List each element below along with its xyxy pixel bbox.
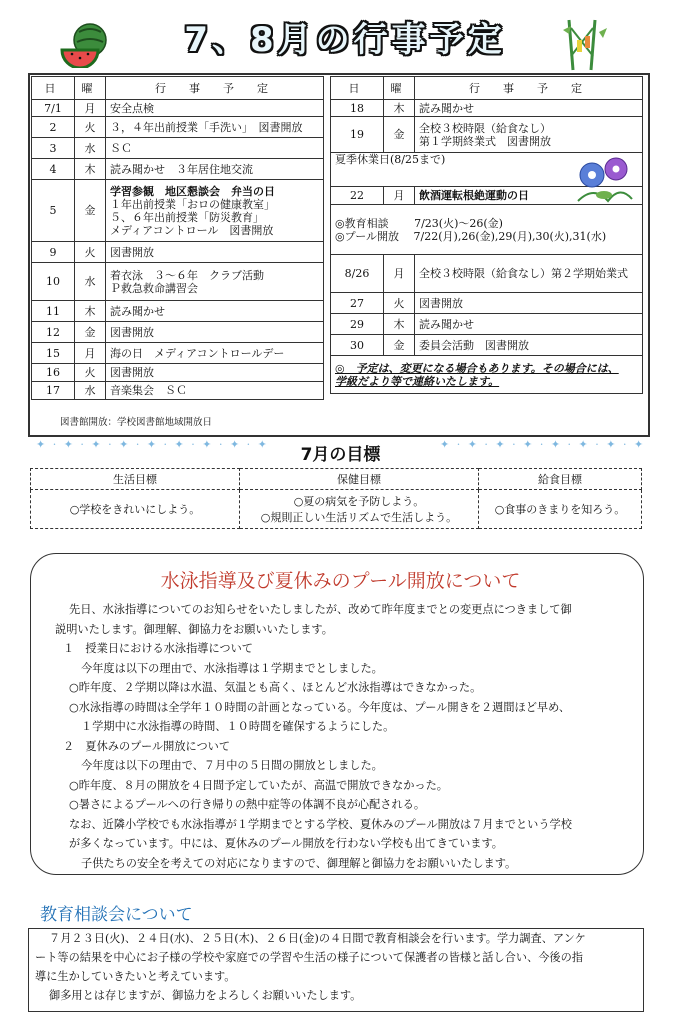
table-row: 16 火 図書開放 [32, 364, 324, 382]
table-row: 3 水 ＳＣ [32, 138, 324, 159]
goals-title: 7月の目標 [300, 445, 381, 465]
goal-header-meal: 給食目標 [479, 469, 642, 490]
goals-table [30, 468, 642, 529]
col-day: 日 [32, 77, 75, 100]
sparkle-decoration: ✦ · ✦ · ✦ · ✦ · ✦ · ✦ · ✦ · ✦ · ✦ [36, 438, 269, 451]
library-note: 図書館開放：学校図書館地域開放日 [60, 417, 213, 428]
schedule-note: ◎ 予定は、変更になる場合もあります。その場合には、 [335, 361, 619, 375]
consult-dates: ◎教育相談 7/23(火)～26(金) [335, 216, 503, 230]
col-weekday: 曜 [75, 77, 106, 100]
table-row: 15 月 海の日 メディアコントロールデー [32, 343, 324, 364]
page-title: 7、8月の行事予定 [184, 20, 506, 60]
col-event: 行 事 予 定 [415, 77, 643, 100]
goal-header-health: 保健目標 [240, 469, 479, 490]
table-row: 30 金 委員会活動 図書開放 [331, 335, 643, 356]
goal-health-2: ○規則正しい生活リズムで生活しよう。 [260, 511, 458, 524]
table-row: 29 木 読み聞かせ [331, 314, 643, 335]
pool-section-title: 水泳指導及び夏休みのプール開放について [160, 570, 521, 592]
table-row: 27 火 図書開放 [331, 293, 643, 314]
table-row: 18 木 読み聞かせ [331, 100, 643, 117]
table-row: 8/26 月 全校３校時限（給食なし）第２学期始業式 [331, 255, 643, 293]
sparkle-decoration: ✦ · ✦ · ✦ · ✦ · ✦ · ✦ · ✦ · ✦ [440, 438, 646, 451]
bamboo-tanabata-icon [555, 16, 615, 75]
summer-break: 夏季休業日(8/25まで) [335, 153, 446, 166]
table-row [331, 153, 643, 187]
pool-section-body: 先日、水泳指導についてのお知らせをいたしましたが、改めて昨年度までとの変更点につきまして御 説明いたします。御理解、御協力をお願いいたします。 １ 授業日における水泳指導について 今年度は以下の理由で、水泳指導は１学期までとしました。 ○昨年度、２学期以降は水温、気温とも高く、ほとんど水泳指導はできなかった。 ○水泳指導の時間は全学年１０時間の計画となっている。今年度は、プール開きを２週間ほど早め、 １学期中に水泳指導の時間、１０時間を確保するようにした。 ２ 夏休みのプール開放について 今年度は以下の理由で、７月中の５日間の開放としました。 ○昨年度、８月の開放を４日間予定していたが、高温で開放できなかった。 ○暑さによるプールへの行き帰りの熱中症等の体調不良が心配される。 なお、近隣小学校でも水泳指導が１学期までとする学校、夏休みのプール開放は７月までという学校 が多くなっています。中には、夏休みのプール開放を行わない学校も出てきています。 子供たちの安全を考えての対応になりますので、御理解と御協力をお願いいたします。 [55, 603, 572, 870]
table-row: 12 金 図書開放 [32, 322, 324, 343]
table-row: 22 月 飲酒運転根絶運動の日 [331, 187, 643, 205]
table-row: 9 火 図書開放 [32, 242, 324, 263]
goal-header-life: 生活目標 [31, 469, 240, 490]
goal-life: ○学校をきれいにしよう。 [31, 490, 240, 529]
table-row: 7/1 月 安全点検 [32, 100, 324, 117]
consult-section-body: ７月２３日(火)、２４日(水)、２５日(木)、２６日(金)の４日間で教育相談会を行います。学力調査、アンケ ート等の結果を中心にお子様の学校や家庭での学習や生活の様子について保護者の皆様と話し合い、今後の指 導に生かしていきたいと考えています。 御多用とは存じますが、御協力をよろしくお願いいたします。 [28, 928, 644, 1012]
table-row: 2 火 ３，４年出前授業「手洗い」 図書開放 [32, 117, 324, 138]
table-row: 4 木 読み聞かせ ３年居住地交流 [32, 159, 324, 180]
goal-meal: ○食事のきまりを知ろう。 [479, 490, 642, 529]
col-event: 行 事 予 定 [106, 77, 324, 100]
schedule-note-2: 学級だより等で連絡いたします。 [335, 374, 500, 388]
watermelon-icon [60, 20, 112, 71]
header [0, 8, 681, 64]
goal-health-1: ○夏の病気を予防しよう。 [293, 495, 425, 508]
table-row [331, 356, 643, 394]
table-row: 11 木 読み聞かせ [32, 301, 324, 322]
table-row: 5 金 学習参観 地区懇談会 弁当の日 １年出前授業「おロの健康教室」 ５、６年出前授業「防災教育」 メディアコントロール 図書開放 [32, 180, 324, 242]
morning-glory-icon [574, 155, 636, 210]
pool-dates: ◎プール開放 7/22(月),26(金),29(月),30(火),31(水) [335, 229, 607, 243]
col-weekday: 曜 [384, 77, 415, 100]
schedule-table-right [330, 76, 643, 394]
consult-section-title: 教育相談会について [40, 905, 193, 925]
table-row [331, 205, 643, 255]
table-row: 19 金 全校３校時限（給食なし） 第１学期終業式 図書開放 [331, 117, 643, 153]
table-row: 17 水 音楽集会 ＳＣ [32, 382, 324, 400]
col-day: 日 [331, 77, 384, 100]
table-row: 10 水 着衣泳 ３～６年 クラブ活動 Ｐ救急救命講習会 [32, 263, 324, 301]
schedule-table-left [31, 76, 324, 400]
